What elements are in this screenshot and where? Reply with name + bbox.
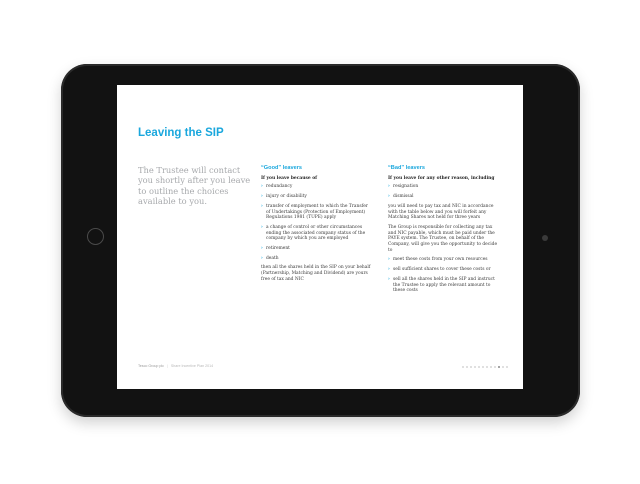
good-leavers-subheading: If you leave because of: [261, 175, 318, 181]
bad-leavers-paragraph-2: The Group is responsible for collecting any tax and NIC payable, which must be paid under the PAYE system. The Trustee, on behalf of the Company, will give you the opportunity to decide to: [388, 224, 498, 253]
good-leavers-list: [261, 184, 373, 261]
list-item: › meet these costs from your own resources: [388, 257, 500, 263]
list-item: › transfer of employment to which the Transfer of Undertakings (Protection of Employment) Regulations 1981 (TUPE) apply: [261, 204, 373, 221]
page-dot[interactable]: [498, 366, 500, 368]
footer-section: Share Incentive Plan 2014: [170, 364, 214, 368]
page-dot[interactable]: [462, 366, 464, 368]
good-leavers-closing: then all the shares held in the SIP on your behalf (Partnership, Matching and Dividend) are yours free of tax and NIC: [261, 265, 371, 282]
page-indicator[interactable]: [460, 365, 508, 369]
bad-leavers-list: [388, 184, 500, 199]
list-item: › resignation: [388, 184, 500, 190]
tablet-screen: [117, 85, 523, 389]
page-footer: [138, 364, 508, 370]
bad-leavers-heading: “Bad” leavers: [388, 165, 426, 171]
list-item: › dismissal: [388, 194, 500, 200]
page-dot[interactable]: [506, 366, 508, 368]
footer-separator: |: [166, 364, 168, 368]
page-dot[interactable]: [470, 366, 472, 368]
footer-brand: Tesco Group plc: [138, 364, 164, 368]
good-leavers-column: [261, 166, 373, 287]
page-dot[interactable]: [486, 366, 488, 368]
list-item: › a change of control or other circumstances ending the associated company status of the company by which you are employed: [261, 225, 373, 242]
bad-leavers-column: [388, 166, 500, 298]
list-item: › injury or disability: [261, 194, 373, 200]
page-dot[interactable]: [466, 366, 468, 368]
home-button[interactable]: [87, 228, 104, 245]
bad-leavers-paragraph-1: you will need to pay tax and NIC in accordance with the table below and you will forfeit any Matching Shares not held for three years: [388, 203, 494, 221]
bad-leavers-subheading: If you leave for any other reason, including: [388, 175, 495, 181]
list-item: › death: [261, 256, 373, 262]
page-dot[interactable]: [494, 366, 496, 368]
intro-text: The Trustee will contact you shortly after you leave to outline the choices available to you.: [138, 165, 251, 207]
page-dot[interactable]: [502, 366, 504, 368]
page-dot[interactable]: [474, 366, 476, 368]
page-dot[interactable]: [482, 366, 484, 368]
list-item: › redundancy: [261, 184, 373, 190]
bad-leavers-options: [388, 257, 500, 294]
list-item: › sell sufficient shares to cover these costs or: [388, 267, 500, 273]
page-title: Leaving the SIP: [138, 127, 224, 139]
list-item: › sell all the shares held in the SIP and instruct the Trustee to apply the relevant amount to these costs: [388, 277, 500, 294]
list-item: › retirement: [261, 246, 373, 252]
page-dot[interactable]: [490, 366, 492, 368]
good-leavers-heading: “Good” leavers: [261, 165, 303, 171]
page-dot[interactable]: [478, 366, 480, 368]
front-camera: [542, 235, 548, 241]
